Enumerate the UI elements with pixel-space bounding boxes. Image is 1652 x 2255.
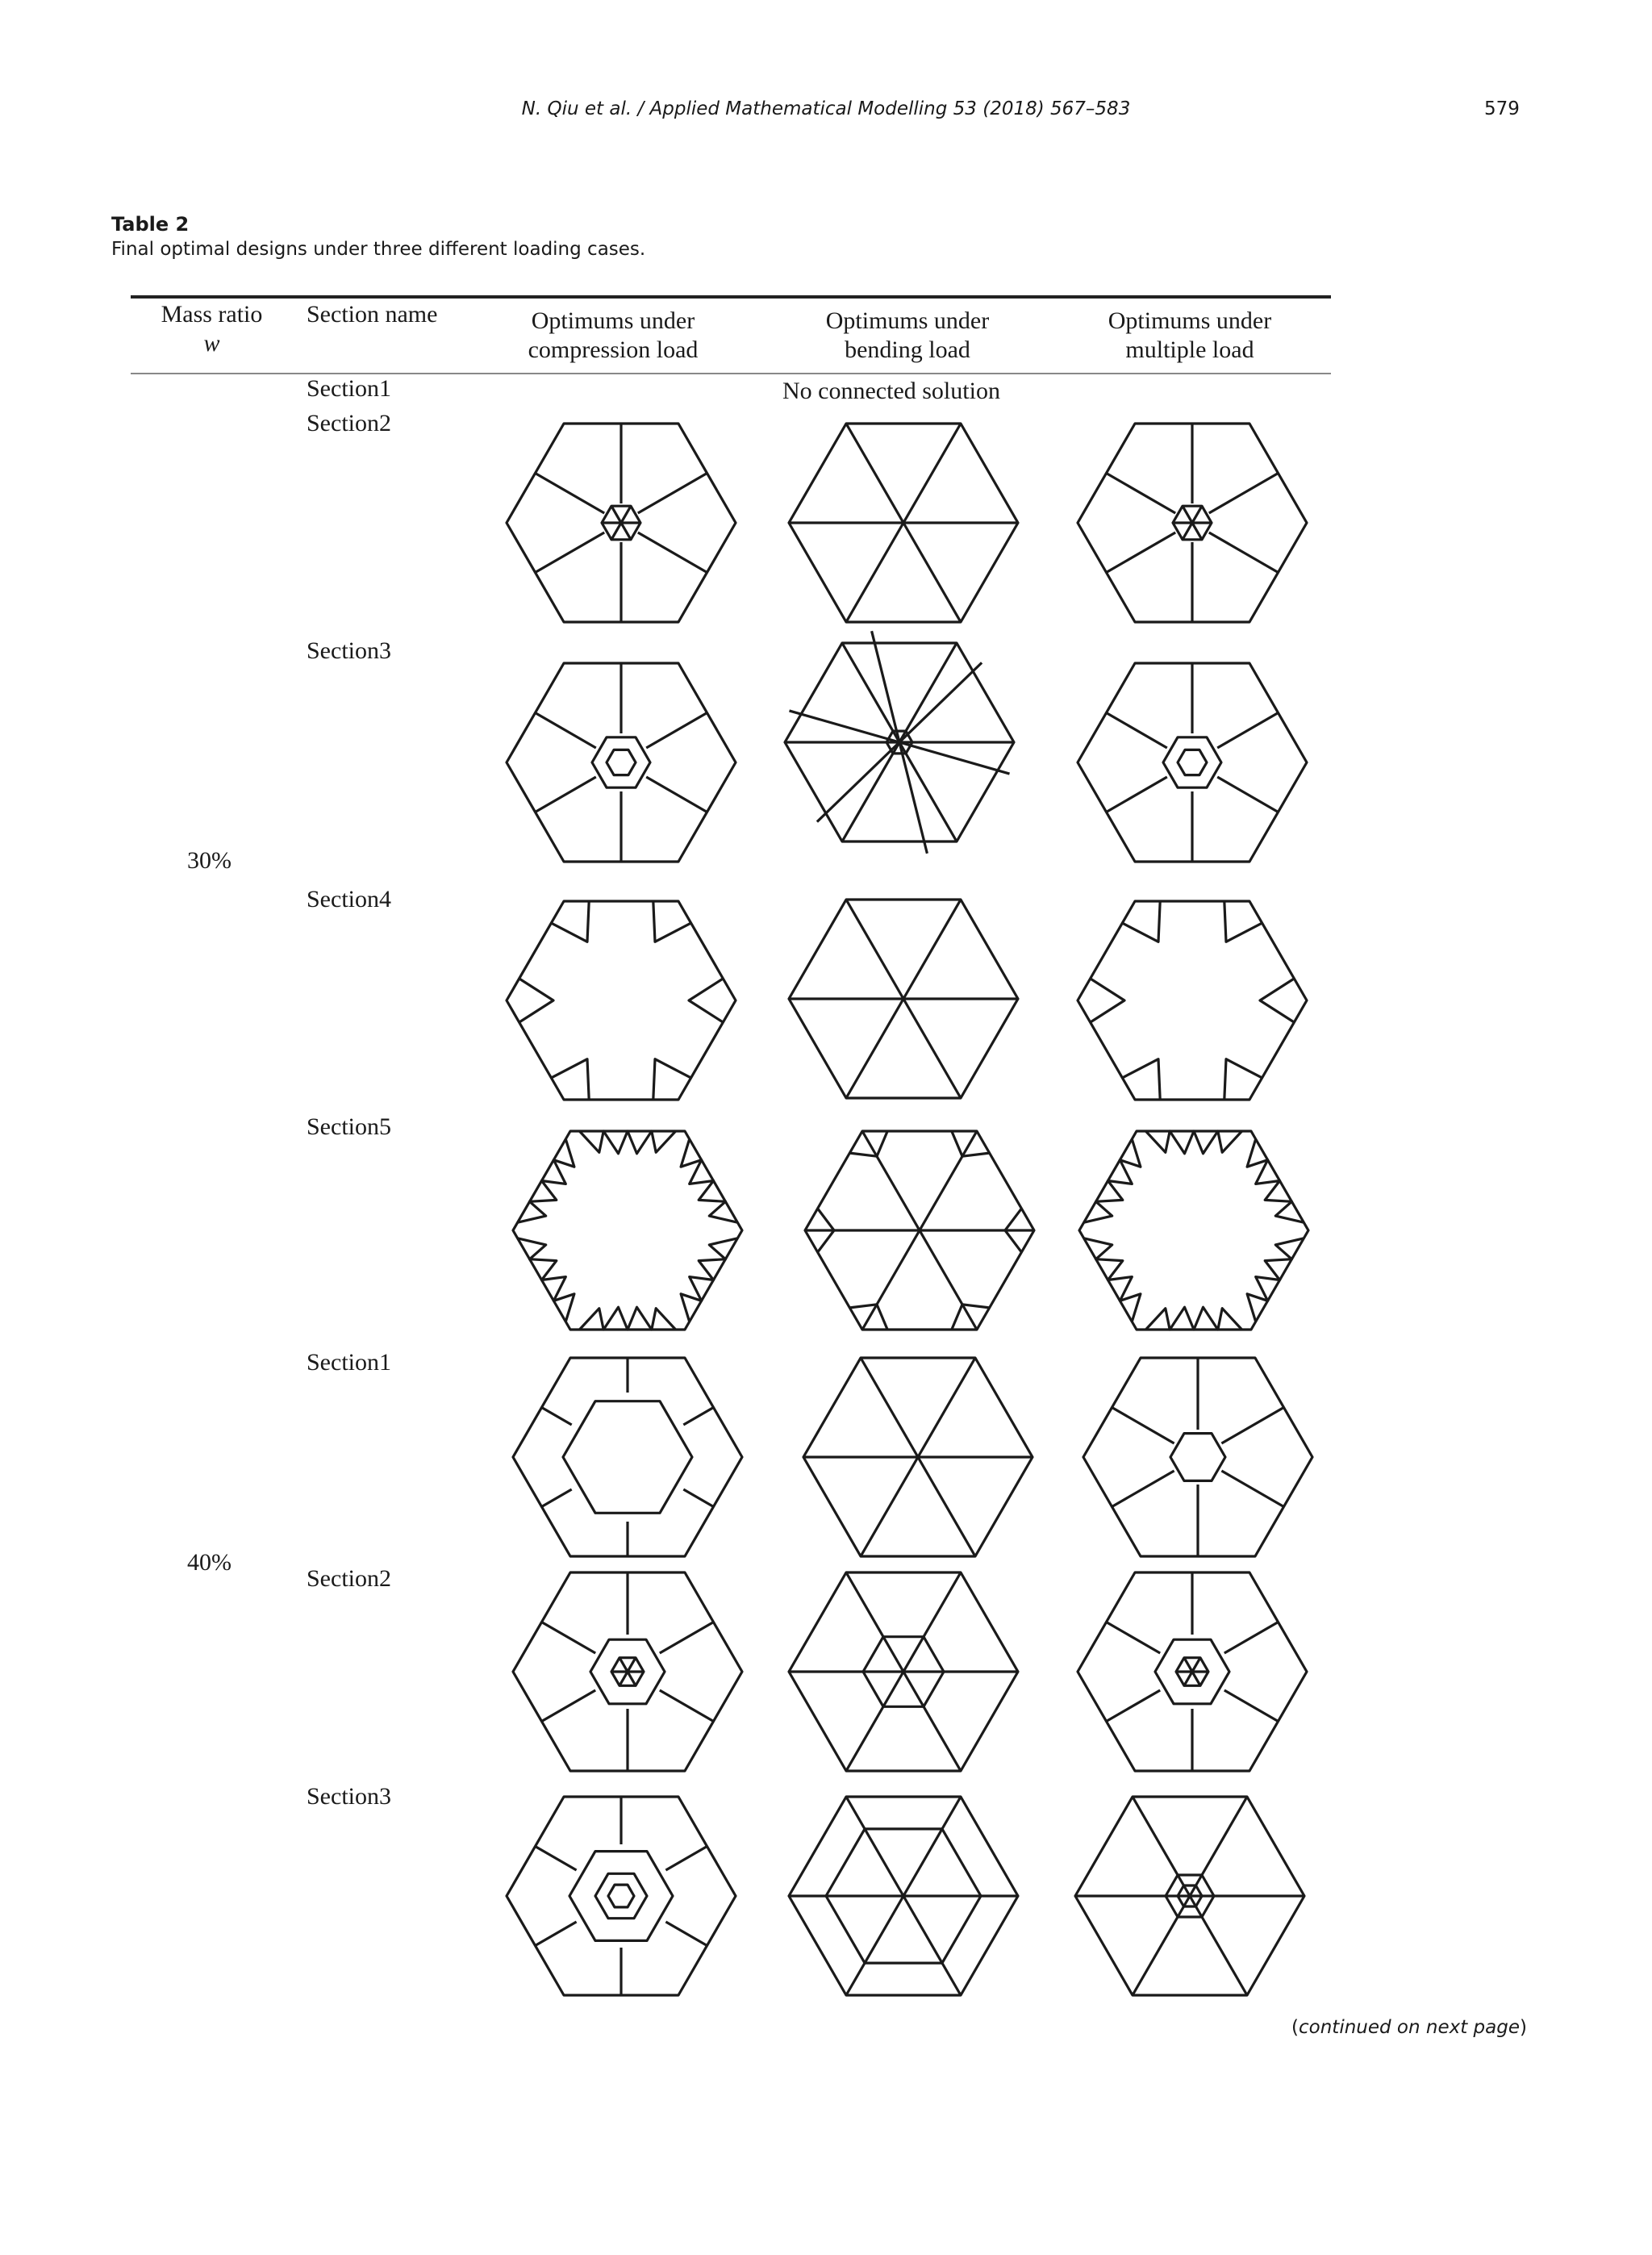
cross-section-lines bbox=[507, 424, 736, 622]
section-label: Section5 bbox=[307, 1113, 391, 1140]
cross-section-diagram bbox=[774, 1767, 1032, 2025]
cross-section-diagram bbox=[492, 871, 750, 1130]
cross-section-lines bbox=[507, 1797, 736, 1995]
cross-section-lines bbox=[803, 1358, 1032, 1556]
table-header-rule bbox=[131, 373, 1331, 374]
cross-section-diagram bbox=[770, 613, 1028, 871]
cross-section-diagram bbox=[1061, 1767, 1319, 2025]
cross-section-lines bbox=[805, 1131, 1034, 1330]
cross-section-diagram bbox=[499, 1101, 757, 1359]
mass-ratio-30: 30% bbox=[187, 847, 232, 874]
cross-section-diagram bbox=[492, 394, 750, 652]
cross-section-lines bbox=[1078, 424, 1307, 622]
header-section-name: Section name bbox=[307, 301, 438, 328]
cross-section-diagram bbox=[1063, 394, 1321, 652]
cross-section-lines bbox=[513, 1358, 742, 1556]
mass-ratio-40: 40% bbox=[187, 1549, 232, 1576]
continued-note: (continued on next page) bbox=[1291, 2017, 1527, 2038]
cross-section-lines bbox=[789, 1572, 1018, 1771]
cross-section-lines bbox=[1078, 901, 1307, 1100]
cross-section-lines bbox=[1083, 1358, 1312, 1556]
cross-section-lines bbox=[1079, 1131, 1308, 1330]
table-caption: Final optimal designs under three different loading cases. bbox=[111, 239, 646, 260]
section-label: Section4 bbox=[307, 886, 391, 912]
section-label: Section2 bbox=[307, 1565, 391, 1592]
page-number: 579 bbox=[1484, 98, 1520, 119]
cross-section-lines bbox=[789, 424, 1018, 622]
cross-section-lines bbox=[789, 1797, 1018, 1995]
cross-section-diagram bbox=[1065, 1101, 1323, 1359]
cross-section-diagram bbox=[492, 633, 750, 892]
table-top-rule bbox=[131, 295, 1331, 299]
cross-section-lines bbox=[507, 901, 736, 1100]
header-bending: Optimums under bending load bbox=[825, 307, 990, 363]
cross-section-lines bbox=[1075, 1797, 1304, 1995]
header-multiple: Optimums under multiple load bbox=[1108, 307, 1272, 363]
cross-section-diagram bbox=[1063, 633, 1321, 892]
cross-section-lines bbox=[1078, 663, 1307, 862]
no-connected-solution: No connected solution bbox=[782, 378, 1000, 404]
cross-section-lines bbox=[789, 900, 1018, 1098]
cross-section-diagram bbox=[1063, 871, 1321, 1130]
section-label: Section3 bbox=[307, 637, 391, 664]
cross-section-diagram bbox=[774, 870, 1032, 1128]
table-label: Table 2 bbox=[111, 213, 190, 236]
section-label: Section2 bbox=[307, 410, 391, 436]
header-compression: Optimums under compression load bbox=[528, 307, 699, 363]
cross-section-diagram bbox=[492, 1767, 750, 2025]
cross-section-lines bbox=[513, 1131, 742, 1330]
section-label: Section1 bbox=[307, 375, 391, 402]
header-mass-ratio: Mass ratio w bbox=[161, 301, 263, 357]
cross-section-diagram bbox=[774, 1543, 1032, 1801]
running-head: N. Qiu et al. / Applied Mathematical Modelling 53 (2018) 567–583 bbox=[521, 98, 1131, 119]
cross-section-diagram bbox=[499, 1543, 757, 1801]
cross-section-diagram bbox=[1063, 1543, 1321, 1801]
section-label: Section1 bbox=[307, 1349, 391, 1376]
cross-section-lines bbox=[507, 663, 736, 862]
cross-section-diagram bbox=[791, 1101, 1049, 1359]
cross-section-lines bbox=[513, 1572, 742, 1771]
cross-section-lines bbox=[785, 631, 1014, 854]
cross-section-lines bbox=[1078, 1572, 1307, 1771]
section-label: Section3 bbox=[307, 1783, 391, 1810]
